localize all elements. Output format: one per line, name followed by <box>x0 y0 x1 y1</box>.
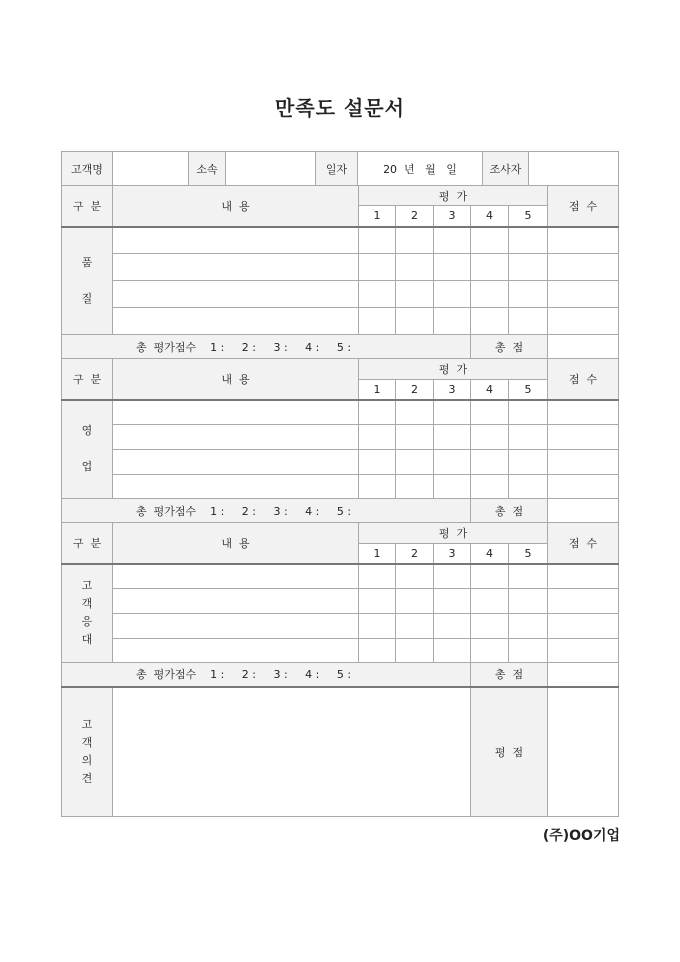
rating-cell[interactable] <box>509 281 548 308</box>
summary-label: 총 평가점수 1 : 2 : 3 : 4 : 5 : <box>62 335 471 359</box>
rating-cell[interactable] <box>396 450 434 475</box>
content-cell[interactable] <box>113 639 359 663</box>
score-cell[interactable] <box>548 450 619 475</box>
scale-3: 3 <box>434 206 471 227</box>
rating-cell[interactable] <box>471 308 509 335</box>
rating-score-cell[interactable] <box>548 687 619 817</box>
content-cell[interactable] <box>113 450 359 475</box>
rating-cell[interactable] <box>471 254 509 281</box>
rating-cell[interactable] <box>509 564 548 589</box>
rating-cell[interactable] <box>434 281 471 308</box>
header-table <box>61 151 619 186</box>
scale-2: 2 <box>396 206 434 227</box>
rating-cell[interactable] <box>396 281 434 308</box>
scale-1: 1 <box>359 544 396 564</box>
scale-5: 5 <box>509 544 548 564</box>
scale-5: 5 <box>509 380 548 400</box>
rating-cell[interactable] <box>509 639 548 663</box>
scale-3: 3 <box>434 544 471 564</box>
rating-cell[interactable] <box>509 227 548 254</box>
surveyor-field[interactable] <box>529 152 619 186</box>
rating-cell[interactable] <box>509 400 548 425</box>
rating-cell[interactable] <box>509 475 548 499</box>
rating-header: 평 가 <box>359 523 548 544</box>
rating-cell[interactable] <box>471 425 509 450</box>
score-cell[interactable] <box>548 614 619 639</box>
content-cell[interactable] <box>113 425 359 450</box>
rating-cell[interactable] <box>359 227 396 254</box>
score-cell[interactable] <box>548 589 619 614</box>
rating-cell[interactable] <box>509 450 548 475</box>
content-cell[interactable] <box>113 614 359 639</box>
rating-cell[interactable] <box>359 614 396 639</box>
rating-cell[interactable] <box>434 475 471 499</box>
rating-cell[interactable] <box>471 400 509 425</box>
content-header: 내 용 <box>113 523 359 564</box>
rating-cell[interactable] <box>434 564 471 589</box>
content-cell[interactable] <box>113 254 359 281</box>
scale-4: 4 <box>471 544 509 564</box>
section-label: 영 업 <box>62 400 113 499</box>
content-cell[interactable] <box>113 564 359 589</box>
rating-cell[interactable] <box>434 227 471 254</box>
category-header: 구 분 <box>62 359 113 400</box>
dept-label: 소속 <box>189 152 226 186</box>
rating-cell[interactable] <box>396 589 434 614</box>
opinion-label: 고 객 의 견 <box>62 687 113 817</box>
score-header: 점 수 <box>548 359 619 400</box>
rating-cell[interactable] <box>471 589 509 614</box>
opinion-field[interactable] <box>113 687 471 817</box>
scale-5: 5 <box>509 206 548 227</box>
rating-cell[interactable] <box>359 308 396 335</box>
content-cell[interactable] <box>113 589 359 614</box>
section-label: 고 객 응 대 <box>62 564 113 663</box>
score-cell[interactable] <box>548 400 619 425</box>
rating-cell[interactable] <box>396 400 434 425</box>
rating-cell[interactable] <box>471 227 509 254</box>
total-label: 총 점 <box>471 663 548 687</box>
rating-cell[interactable] <box>359 589 396 614</box>
rating-cell[interactable] <box>359 475 396 499</box>
rating-cell[interactable] <box>471 281 509 308</box>
content-cell[interactable] <box>113 400 359 425</box>
rating-cell[interactable] <box>359 254 396 281</box>
scale-3: 3 <box>434 380 471 400</box>
score-header: 점 수 <box>548 523 619 564</box>
customer-field[interactable] <box>113 152 189 186</box>
category-header: 구 분 <box>62 186 113 227</box>
content-cell[interactable] <box>113 475 359 499</box>
date-label: 일자 <box>316 152 358 186</box>
score-cell[interactable] <box>548 425 619 450</box>
rating-cell[interactable] <box>396 475 434 499</box>
rating-header: 평 가 <box>359 359 548 380</box>
rating-header: 평 가 <box>359 186 548 206</box>
category-header: 구 분 <box>62 523 113 564</box>
rating-cell[interactable] <box>471 450 509 475</box>
rating-cell[interactable] <box>434 254 471 281</box>
customer-label: 고객명 <box>62 152 113 186</box>
rating-cell[interactable] <box>434 425 471 450</box>
rating-cell[interactable] <box>359 400 396 425</box>
scale-1: 1 <box>359 206 396 227</box>
surveyor-label: 조사자 <box>483 152 529 186</box>
rating-cell[interactable] <box>471 639 509 663</box>
section-label: 품 질 <box>62 227 113 335</box>
rating-cell[interactable] <box>359 450 396 475</box>
rating-cell[interactable] <box>359 281 396 308</box>
rating-cell[interactable] <box>359 639 396 663</box>
scale-4: 4 <box>471 380 509 400</box>
rating-cell[interactable] <box>434 308 471 335</box>
rating-cell[interactable] <box>396 564 434 589</box>
scale-2: 2 <box>396 380 434 400</box>
rating-cell[interactable] <box>396 227 434 254</box>
content-cell[interactable] <box>113 308 359 335</box>
content-cell[interactable] <box>113 227 359 254</box>
scale-4: 4 <box>471 206 509 227</box>
rating-cell[interactable] <box>396 614 434 639</box>
scale-1: 1 <box>359 380 396 400</box>
date-field[interactable]: 20 년 월 일 <box>358 152 483 186</box>
score-cell[interactable] <box>548 254 619 281</box>
rating-cell[interactable] <box>434 639 471 663</box>
total-label: 총 점 <box>471 335 548 359</box>
total-score-cell[interactable] <box>548 663 619 687</box>
score-cell[interactable] <box>548 564 619 589</box>
rating-cell[interactable] <box>509 589 548 614</box>
score-cell[interactable] <box>548 475 619 499</box>
score-header: 점 수 <box>548 186 619 227</box>
scale-2: 2 <box>396 544 434 564</box>
content-header: 내 용 <box>113 359 359 400</box>
rating-cell[interactable] <box>471 614 509 639</box>
rating-cell[interactable] <box>509 254 548 281</box>
score-cell[interactable] <box>548 281 619 308</box>
rating-cell[interactable] <box>396 308 434 335</box>
content-cell[interactable] <box>113 281 359 308</box>
score-cell[interactable] <box>548 639 619 663</box>
rating-cell[interactable] <box>509 425 548 450</box>
total-score-cell[interactable] <box>548 335 619 359</box>
survey-table <box>61 185 619 817</box>
score-cell[interactable] <box>548 227 619 254</box>
total-label: 총 점 <box>471 499 548 523</box>
rating-cell[interactable] <box>434 450 471 475</box>
rating-cell[interactable] <box>396 639 434 663</box>
summary-label: 총 평가점수 1 : 2 : 3 : 4 : 5 : <box>62 499 471 523</box>
dept-field[interactable] <box>226 152 316 186</box>
rating-cell[interactable] <box>434 614 471 639</box>
rating-cell[interactable] <box>471 475 509 499</box>
page-title: 만족도 설문서 <box>275 96 405 120</box>
summary-label: 총 평가점수 1 : 2 : 3 : 4 : 5 : <box>62 663 471 687</box>
total-score-cell[interactable] <box>548 499 619 523</box>
rating-cell[interactable] <box>509 614 548 639</box>
rating-cell[interactable] <box>396 254 434 281</box>
rating-cell[interactable] <box>359 425 396 450</box>
rating-cell[interactable] <box>434 589 471 614</box>
score-cell[interactable] <box>548 308 619 335</box>
rating-cell[interactable] <box>471 564 509 589</box>
rating-cell[interactable] <box>359 564 396 589</box>
company-name: (주)OO기업 <box>542 828 620 844</box>
rating-cell[interactable] <box>396 425 434 450</box>
rating-label: 평 점 <box>471 687 548 817</box>
content-header: 내 용 <box>113 186 359 227</box>
rating-cell[interactable] <box>434 400 471 425</box>
rating-cell[interactable] <box>509 308 548 335</box>
